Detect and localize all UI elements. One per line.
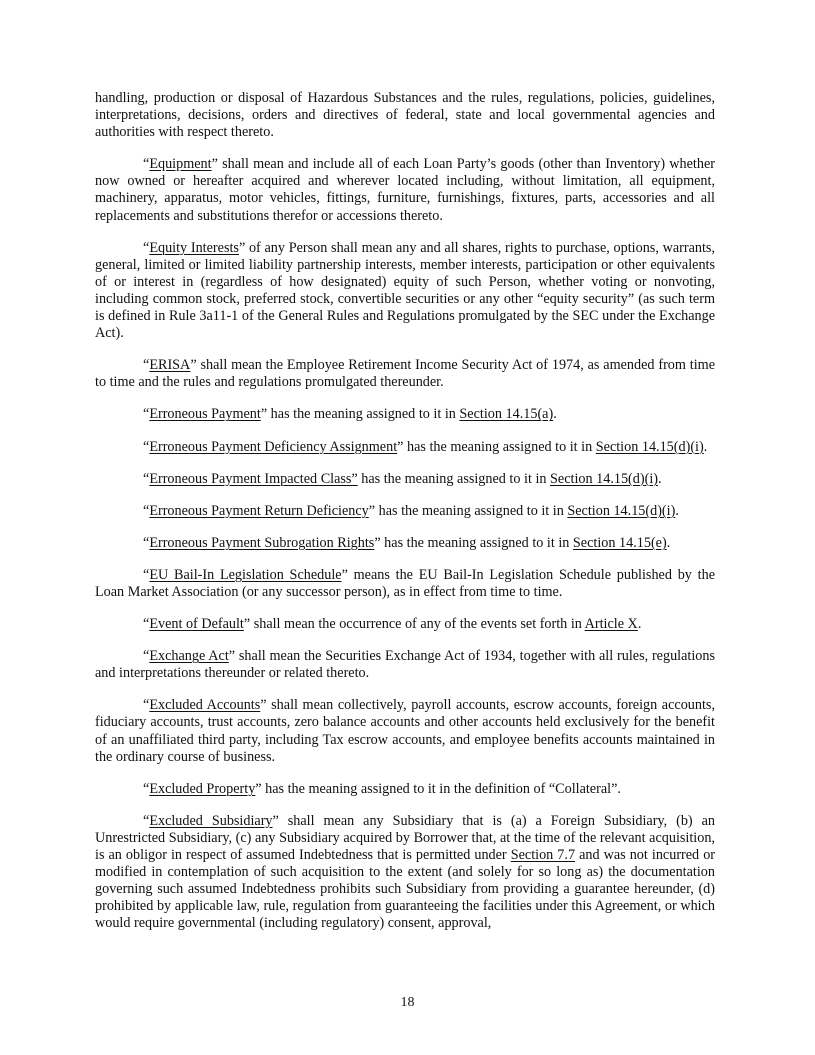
- defined-term: Section 14.15(e): [572, 534, 667, 551]
- defined-term: EU Bail-In Legislation Schedule: [149, 566, 342, 583]
- defined-term: Section 14.15(d)(i): [567, 502, 676, 519]
- paragraph-text: “: [143, 534, 150, 551]
- paragraph-text: ” shall mean the occurrence of any of the events set forth in: [243, 616, 585, 633]
- paragraph-text: “: [143, 648, 150, 665]
- paragraph-text: ” has the meaning assigned to it in: [368, 502, 568, 519]
- paragraph-text: ” shall mean the Securities Exchange Act of 1934, together with all rules, regulations and interpretations thereunder or related thereto.: [95, 648, 715, 682]
- definition-paragraph: [95, 240, 715, 343]
- defined-term: Excluded Subsidiary: [149, 812, 273, 829]
- definition-paragraph: [95, 156, 715, 224]
- page-number: 18: [400, 995, 415, 1010]
- definition-paragraph: [95, 616, 715, 633]
- paragraph-text: ” has the meaning assigned to it in: [397, 438, 596, 455]
- defined-term: Erroneous Payment Impacted Class”: [149, 470, 358, 487]
- defined-term: Erroneous Payment Return Deficiency: [149, 502, 369, 519]
- paragraph-text: “: [143, 566, 150, 583]
- paragraph-text: “: [143, 406, 150, 423]
- defined-term: Section 14.15(d)(i): [550, 470, 658, 487]
- paragraph-text: “: [143, 470, 150, 487]
- defined-term: Section 14.15(a): [459, 406, 554, 423]
- defined-term: Excluded Accounts: [149, 697, 261, 714]
- paragraph-text: ” has the meaning assigned to it in the definition of “Collateral”.: [255, 780, 621, 797]
- defined-term: Article X: [584, 616, 638, 633]
- paragraph-text: ” has the meaning assigned to it in: [374, 534, 573, 551]
- definition-paragraph: [95, 813, 715, 933]
- defined-term: Section 14.15(d)(i): [595, 438, 704, 455]
- defined-term: Erroneous Payment: [149, 406, 261, 423]
- document-body: [95, 90, 715, 932]
- paragraph-text: .: [658, 470, 662, 487]
- paragraph-text: .: [553, 406, 557, 423]
- document-page: [95, 90, 715, 947]
- paragraph-text: ” of any Person shall mean any and all shares, rights to purchase, options, warrants, general, limited or limited liability partnership interests, member interests, participation or other equivalents of or interest in (regardless of how designated) equity of such Person, whether voting or nonvoting, including common stock, preferred stock, convertible securities or any other “equity security” (as such term is defined in Rule 3a11-1 of the General Rules and Regulations promulgated by the SEC under the Exchange Act).: [95, 239, 715, 342]
- paragraph-text: “: [143, 239, 150, 256]
- defined-term: Erroneous Payment Deficiency Assignment: [149, 438, 398, 455]
- defined-term: Equipment: [149, 156, 212, 173]
- definition-paragraph: [95, 781, 715, 798]
- definition-paragraph: [95, 567, 715, 601]
- defined-term: Section 7.7: [510, 847, 576, 863]
- paragraph-text: ” shall mean collectively, payroll accounts, escrow accounts, foreign accounts, fiduciary accounts, trust accounts, zero balance accounts and other accounts held exclusively for the benefit of an unaffiliated third party, including Tax escrow accounts, and employee benefits accounts maintained in the ordinary course of business.: [95, 697, 715, 765]
- defined-term: Excluded Property: [149, 780, 256, 797]
- paragraph-text: ” shall mean any Subsidiary that is (a) a Foreign Subsidiary, (b) an Unrestricted Subsidiary, (c) any Subsidiary acquired by Borrower that, at the time of the relevant acquisition, is an obligor in respect of assumed Indebtedness that is permitted under: [95, 812, 715, 863]
- paragraph-text: “: [143, 502, 150, 519]
- defined-term: Exchange Act: [149, 648, 229, 665]
- paragraph-text: “: [143, 357, 150, 374]
- definition-paragraph: [95, 471, 715, 488]
- paragraph-text: “: [143, 812, 150, 829]
- paragraph-text: .: [637, 616, 642, 633]
- paragraph-text: has the meaning assigned to it in: [357, 470, 551, 487]
- paragraph-text: “: [143, 438, 150, 455]
- definition-paragraph: [95, 697, 715, 765]
- paragraph-text: ” shall mean and include all of each Loan Party’s goods (other than Inventory) whether now owned or hereafter acquired and wherever located including, without limitation, all equipment, machinery, apparatus, motor vehicles, fittings, furniture, furnishings, fixtures, parts, accessories and all replacements and substitutions therefor or accessions thereto.: [95, 156, 715, 224]
- paragraph-text: “: [143, 697, 150, 714]
- paragraph-text: ” shall mean the Employee Retirement Income Security Act of 1974, as amended from time to time and the rules and regulations promulgated thereunder.: [95, 357, 715, 391]
- paragraph-text: ” means the EU Bail-In Legislation Schedule published by the Loan Market Association (or any successor person), as in effect from time to time.: [95, 566, 715, 600]
- definition-paragraph: [95, 535, 715, 552]
- paragraph-text: .: [675, 502, 679, 519]
- defined-term: ERISA: [149, 357, 191, 374]
- paragraph-text: ” has the meaning assigned to it in: [260, 406, 460, 423]
- paragraph-text: and was not incurred or modified in contemplation of such acquisition to the extent (and solely for so long as) the documentation governing such assumed Indebtedness prohibits such Subsidiary from providing a guarantee hereunder, (d) prohibited by applicable law, rule, regulation from guaranteeing the facilities under this Agreement, or which would require governmental (including regulatory) consent, approval,: [95, 847, 716, 932]
- definition-paragraph: [95, 406, 715, 423]
- paragraph-text: handling, production or disposal of Hazardous Substances and the rules, regulations, policies, guidelines, interpretations, decisions, orders and directives of federal, state and local governmental agencies and authorities with respect thereto.: [95, 90, 715, 141]
- paragraph-text: .: [666, 534, 671, 551]
- defined-term: Erroneous Payment Subrogation Rights: [149, 534, 375, 551]
- definition-paragraph: [95, 357, 715, 391]
- definition-paragraph: [95, 90, 715, 141]
- paragraph-text: .: [703, 438, 708, 455]
- defined-term: Event of Default: [149, 616, 244, 633]
- paragraph-text: “: [143, 616, 150, 633]
- defined-term: Equity Interests: [149, 239, 239, 256]
- definition-paragraph: [95, 439, 715, 456]
- definition-paragraph: [95, 503, 715, 520]
- definition-paragraph: [95, 648, 715, 682]
- paragraph-text: “: [143, 156, 150, 173]
- paragraph-text: “: [143, 780, 150, 797]
